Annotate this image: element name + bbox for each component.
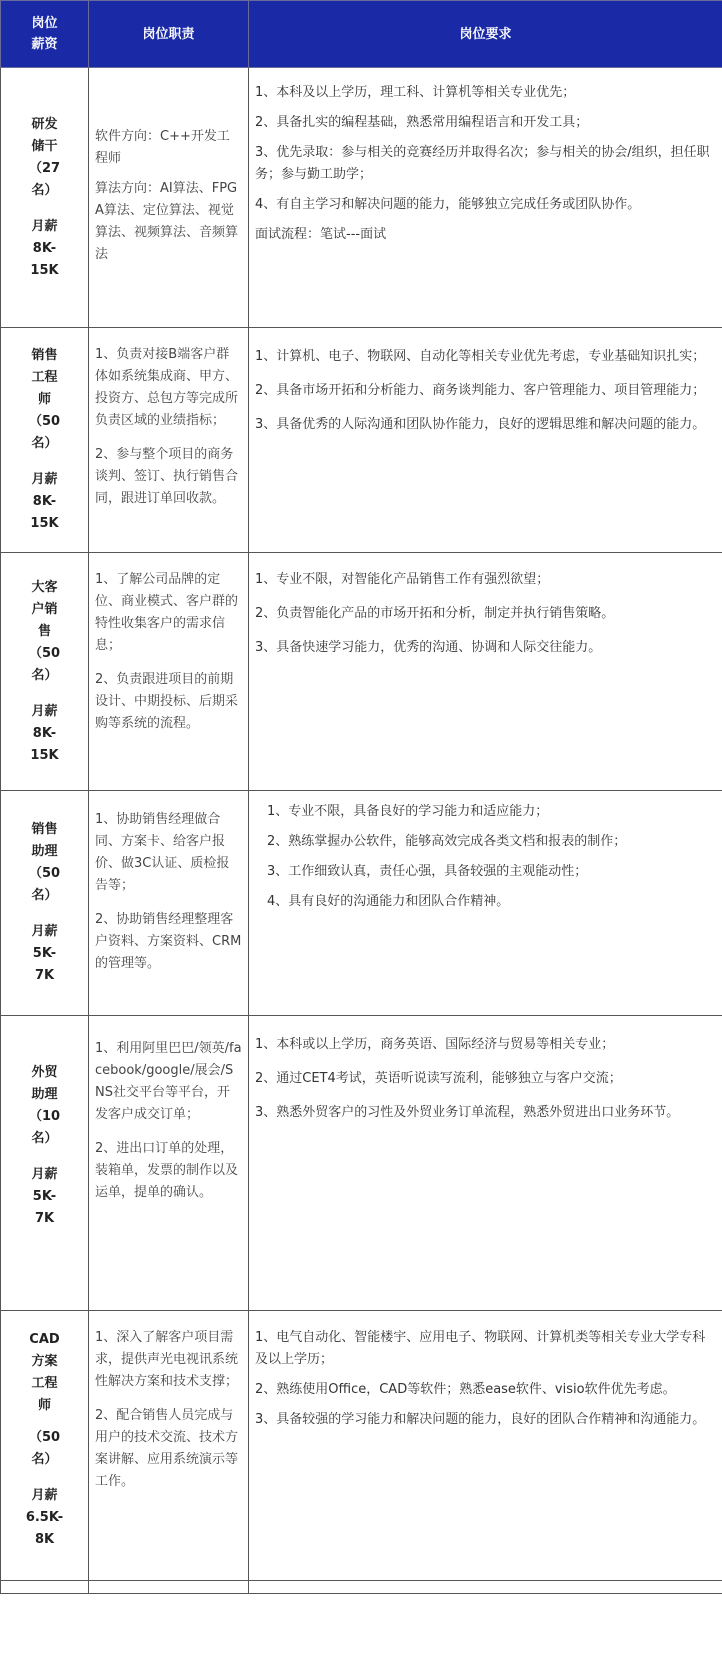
- position-title-line: （50: [28, 1430, 61, 1445]
- duty-item: 2、配合销售人员完成与用户的技术交流、技术方案讲解、应用系统演示等工作。: [95, 1408, 239, 1489]
- position-title-line: 销售: [31, 822, 58, 837]
- duties-cell: [89, 68, 249, 328]
- header-salary-label: 薪资: [31, 37, 58, 52]
- header-requirements: 岗位要求: [249, 1, 722, 68]
- requirement-item: 2、具备扎实的编程基础，熟悉常用编程语言和开发工具；: [255, 115, 589, 130]
- requirement-item: 3、具备优秀的人际沟通和团队协作能力，良好的逻辑思维和解决问题的能力。: [255, 417, 706, 432]
- requirement-item: 2、熟练使用Office，CAD等软件；熟悉ease软件、visio软件优先考虑。: [255, 1382, 676, 1397]
- table-row: [1, 68, 722, 328]
- requirements-cell: [249, 1016, 722, 1311]
- header-duties: 岗位职责: [89, 1, 249, 68]
- position-title-line: 工程: [31, 370, 58, 385]
- salary: [7, 216, 82, 282]
- position-cell: [1, 1016, 89, 1311]
- requirements-cell: [249, 328, 722, 553]
- requirement-item: 3、熟悉外贸客户的习性及外贸业务订单流程，熟悉外贸进出口业务环节。: [255, 1105, 680, 1120]
- salary-line: 15K: [30, 747, 59, 763]
- requirement-item: 1、本科及以上学历，理工科、计算机等相关专业优先；: [255, 85, 576, 100]
- table-row: [1, 553, 722, 791]
- salary-line: 8K-: [32, 725, 57, 741]
- jobs-table-body: [1, 68, 722, 1594]
- salary-line: 7K: [34, 1211, 55, 1226]
- position-title-line: 助理: [31, 1087, 58, 1102]
- duties-cell: [89, 1016, 249, 1311]
- position-title-line: 工程: [31, 1376, 58, 1391]
- salary-line: 5K-: [32, 1189, 57, 1204]
- position-title: [7, 1062, 82, 1150]
- position-title-line: 助理: [31, 844, 58, 859]
- duties-cell: [89, 553, 249, 791]
- requirement-item: 3、具备快速学习能力，优秀的沟通、协调和人际交往能力。: [255, 640, 602, 655]
- salary-line: 15K: [30, 262, 59, 278]
- requirement-item: 3、工作细致认真，责任心强，具备较强的主观能动性；: [267, 864, 588, 879]
- position-title-line: 名）: [31, 1452, 58, 1467]
- salary: [7, 1485, 82, 1551]
- position-title: [7, 1329, 82, 1471]
- position-title-line: 大客: [31, 579, 58, 595]
- table-row-partial: [1, 1581, 722, 1594]
- empty-cell: [1, 1581, 89, 1594]
- salary-line: 月薪: [31, 472, 58, 487]
- position-title-line: 储干: [31, 138, 58, 154]
- header-position-salary: [1, 1, 89, 68]
- table-row: [1, 1016, 722, 1311]
- duty-item: 2、参与整个项目的商务谈判、签订、执行销售合同，跟进订单回收款。: [95, 447, 239, 506]
- position-cell: [1, 68, 89, 328]
- position-title-line: 售: [37, 623, 51, 639]
- salary-line: 6.5K-: [25, 1510, 64, 1525]
- requirement-item: 3、优先录取：参与相关的竞赛经历并取得名次；参与相关的协会/组织，担任职务；参与勤工助学；: [255, 145, 710, 182]
- requirement-item: 1、本科或以上学历，商务英语、国际经济与贸易等相关专业；: [255, 1037, 615, 1052]
- requirement-item: 2、负责智能化产品的市场开拓和分析，制定并执行销售策略。: [255, 606, 615, 621]
- salary: [7, 469, 82, 535]
- salary-line: 月薪: [31, 703, 58, 719]
- position-title-line: 研发: [31, 116, 58, 132]
- requirement-item: 4、具有良好的沟通能力和团队合作精神。: [267, 894, 510, 909]
- requirement-item: 2、通过CET4考试，英语听说读写流利，能够独立与客户交流；: [255, 1071, 622, 1086]
- position-title: [7, 819, 82, 907]
- position-title-line: 方案: [31, 1354, 58, 1369]
- duty-item: 2、负责跟进项目的前期设计、中期投标、后期采购等系统的流程。: [95, 672, 239, 731]
- position-title: [7, 345, 82, 455]
- duties-cell: [89, 791, 249, 1016]
- requirement-item: 面试流程：笔试---面试: [255, 227, 387, 242]
- salary-line: 月薪: [31, 218, 58, 234]
- position-title-line: 名）: [31, 182, 58, 198]
- requirement-item: 1、计算机、电子、物联网、自动化等相关专业优先考虑，专业基础知识扎实；: [255, 349, 706, 364]
- position-title-line: （50: [28, 414, 61, 429]
- salary-line: 8K-: [32, 494, 57, 509]
- position-title-line: 师: [37, 392, 51, 407]
- duty-item: 1、利用阿里巴巴/领英/facebook/google/展会/SNS社交平台等平台，开发客户成交订单；: [95, 1041, 242, 1122]
- position-title-line: （27: [28, 160, 61, 176]
- requirement-item: 2、熟练掌握办公软件，能够高效完成各类文档和报表的制作；: [267, 834, 627, 849]
- position-cell: [1, 553, 89, 791]
- position-title-line: 户销: [31, 601, 58, 617]
- duty-item: 1、协助销售经理做合同、方案卡、给客户报价、做3C认证、质检报告等；: [95, 812, 230, 893]
- requirements-cell: [249, 1311, 722, 1581]
- requirement-item: 1、电气自动化、智能楼宇、应用电子、物联网、计算机类等相关专业大学专科及以上学历；: [255, 1330, 706, 1367]
- duty-item: 2、进出口订单的处理，装箱单，发票的制作以及运单，提单的确认。: [95, 1141, 239, 1200]
- requirement-item: 2、具备市场开拓和分析能力、商务谈判能力、客户管理能力、项目管理能力；: [255, 383, 706, 398]
- position-cell: [1, 1311, 89, 1581]
- position-title-line: 名）: [31, 888, 58, 903]
- salary-line: 15K: [30, 516, 59, 531]
- position-title-line: （50: [28, 645, 61, 661]
- requirement-item: 1、专业不限，具备良好的学习能力和适应能力；: [267, 804, 549, 819]
- position-title-line: （10: [28, 1109, 61, 1124]
- salary: [7, 921, 82, 987]
- position-title-line: 名）: [31, 436, 58, 451]
- position-title-line: 名）: [31, 667, 58, 683]
- position-title: [7, 577, 82, 687]
- duties-cell: [89, 328, 249, 553]
- position-title-line: 外贸: [31, 1065, 58, 1080]
- salary-line: 8K: [34, 1532, 55, 1547]
- salary-line: 5K-: [32, 946, 57, 961]
- position-title-line: （50: [28, 866, 61, 881]
- salary-line: 8K-: [32, 240, 57, 256]
- duty-item: 2、协助销售经理整理客户资料、方案资料、CRM的管理等。: [95, 912, 242, 971]
- salary-line: 月薪: [31, 1167, 58, 1182]
- duty-item: 1、了解公司品牌的定位、商业模式、客户群的特性收集客户的需求信息；: [95, 572, 239, 653]
- requirements-cell: [249, 553, 722, 791]
- position-cell: [1, 791, 89, 1016]
- duty-item: 1、深入了解客户项目需求，提供声光电视讯系统性解决方案和技术支撑；: [95, 1330, 239, 1389]
- requirement-item: 1、专业不限，对智能化产品销售工作有强烈欲望；: [255, 572, 550, 587]
- empty-cell: [249, 1581, 722, 1594]
- duties-cell: [89, 1311, 249, 1581]
- position-title-line: 名）: [31, 1131, 58, 1146]
- table-row: [1, 1311, 722, 1581]
- duty-item: 算法方向：AI算法、FPGA算法、定位算法、视觉算法、视频算法、音频算法: [95, 181, 239, 262]
- salary: [7, 701, 82, 767]
- salary-line: 月薪: [31, 924, 58, 939]
- position-title-line: 师: [37, 1398, 51, 1413]
- table-row: [1, 328, 722, 553]
- salary-line: 月薪: [31, 1488, 58, 1503]
- requirements-cell: [249, 791, 722, 1016]
- salary: [7, 1164, 82, 1230]
- position-title-line: 销售: [31, 348, 58, 363]
- table-row: [1, 791, 722, 1016]
- duty-item: 软件方向：C++开发工程师: [95, 129, 230, 166]
- empty-cell: [89, 1581, 249, 1594]
- header-row: [1, 1, 722, 68]
- header-position-label: 岗位: [31, 16, 58, 31]
- requirement-item: 4、有自主学习和解决问题的能力，能够独立完成任务或团队协作。: [255, 197, 641, 212]
- requirements-cell: [249, 68, 722, 328]
- position-title: [7, 114, 82, 202]
- position-title-line: CAD: [29, 1332, 60, 1347]
- requirement-item: 3、具备较强的学习能力和解决问题的能力，良好的团队合作精神和沟通能力。: [255, 1412, 706, 1427]
- position-cell: [1, 328, 89, 553]
- duty-item: 1、负责对接B端客户群体如系统集成商、甲方、投资方、总包方等完成所负责区域的业绩指标；: [95, 347, 239, 428]
- salary-line: 7K: [34, 968, 55, 983]
